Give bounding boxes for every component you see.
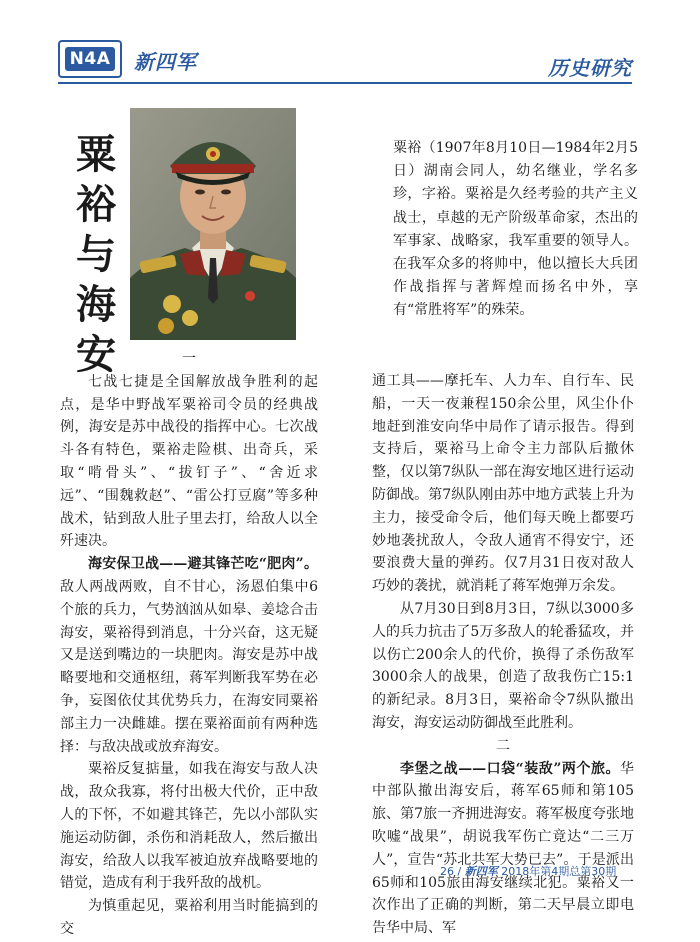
paragraph	[372, 758, 634, 940]
logo-text: N4A	[65, 47, 116, 71]
page-header	[58, 40, 632, 86]
paragraph: 从7月30日到8月3日，7纵以3000多人的兵力抗击了5万多敌人的轮番猛攻，并以伤亡200余人的代价，换得了杀伤敌军3000余人的战果，创造了敌我伤亡15:1的新纪录。8月3日，粟裕命令7纵队撤出海安，海安运动防御战至此胜利。	[372, 600, 634, 731]
paragraph: 为慎重起见，粟裕利用当时能搞到的交	[60, 898, 318, 937]
issue-info: 2018年第4期总第30期	[501, 865, 617, 878]
footer-brand: 新四军	[464, 865, 498, 878]
paragraph-heading: 海安保卫战——避其锋芒吃“肥肉”。	[88, 556, 318, 573]
title-char: 安	[76, 332, 116, 378]
page-footer	[440, 863, 640, 879]
footer-separator: /	[457, 865, 462, 878]
portrait-photo	[130, 108, 296, 340]
paragraph	[60, 553, 318, 758]
bio-text: 粟裕（1907年8月10日—1984年2月5日）湖南会同人，幼名继业，学名多珍，字裕。粟裕是久经考验的共产主义战士，卓越的无产阶级革命家，杰出的军事家、战略家，我军重要的领导人。在我军众多的将帅中，他以擅长大兵团作战指挥与著辉煌而扬名中外，享有“常胜将军”的殊荣。	[393, 140, 638, 319]
header-divider	[58, 82, 632, 84]
body-column-left	[60, 348, 318, 941]
body-column-right	[372, 370, 634, 940]
paragraph: 七战七捷是全国解放战争胜利的起点，是华中野战军粟裕司令员的经典战例，海安是苏中战役的指挥中心。七次战斗各有特色，粟裕走险棋、出奇兵，采取“啃骨头”、“拔钉子”、“舍近求远”、“围魏救赵”、“雷公打豆腐”等多种战术，钻到敌人肚子里去打，给敌人以全歼速决。	[60, 373, 318, 550]
title-char: 海	[76, 282, 116, 328]
page-number: 26	[440, 865, 454, 878]
paragraph-text: 敌人两战两败，自不甘心，汤恩伯集中6个旅的兵力，气势汹汹从如皋、姜埝合击海安，粟裕得到消息，十分兴奋，这无疑又是送到嘴边的一块肥肉。海安是苏中战略要地和交通枢纽，蒋军判断我军势在必争，妄图依仗其优势兵力，在海安同粟裕部主力一决雌雄。摆在粟裕面前有两种选择：与敌决战或放弃海安。	[60, 578, 318, 755]
paragraph: 通工具——摩托车、人力车、自行车、民船，一天一夜兼程150余公里，风尘仆仆地赶到淮安向华中局作了请示报告。得到支持后，粟裕马上命令主力部队后撤休整，仅以第7纵队一部在海安地区进行运动防御战。第7纵队刚由苏中地方武装上升为主力，接受命令后，他们每天晚上都要巧妙地袭扰敌人，令敌人通宵不得安宁，还要浪费大量的弹药。仅7月31日夜对敌人巧妙的袭扰，就消耗了蒋军炮弹万余发。	[372, 373, 634, 595]
section-number: 二	[496, 737, 510, 754]
title-char: 粟	[76, 132, 116, 178]
portrait-illustration	[130, 108, 296, 340]
paragraph: 粟裕反复掂量，如我在海安与敌人决战，敌众我寡，将付出极大代价，正中敌人的下怀，不如避其锋芒，先以小部队实施运动防御，杀伤和消耗敌人，然后撤出海安，给敌人以我军被迫放弃战略要地的错觉，造成有利于我歼敌的战机。	[60, 761, 318, 892]
n4a-logo	[58, 40, 122, 78]
section-number: 一	[182, 351, 196, 367]
section-name: 历史研究	[548, 56, 632, 80]
paragraph-heading: 李堡之战——口袋“装敌”两个旅。	[400, 760, 620, 777]
magazine-brand: 新四军	[134, 50, 197, 74]
title-char: 裕	[76, 182, 116, 228]
paragraph-text: 华中部队撤出海安后，蒋军65师和第105旅、第7旅一齐拥进海安。蒋军极度夸张地吹嘘“战果”，胡说我军伤亡竟达“二三万人”，宣告“苏北共军大势已去”。于是派出65师和105旅由海安继续北犯。粟裕又一次作出了正确的判断，第二天早晨立即电告华中局、军	[372, 760, 634, 937]
article-title	[72, 130, 120, 380]
title-char: 与	[76, 232, 116, 278]
